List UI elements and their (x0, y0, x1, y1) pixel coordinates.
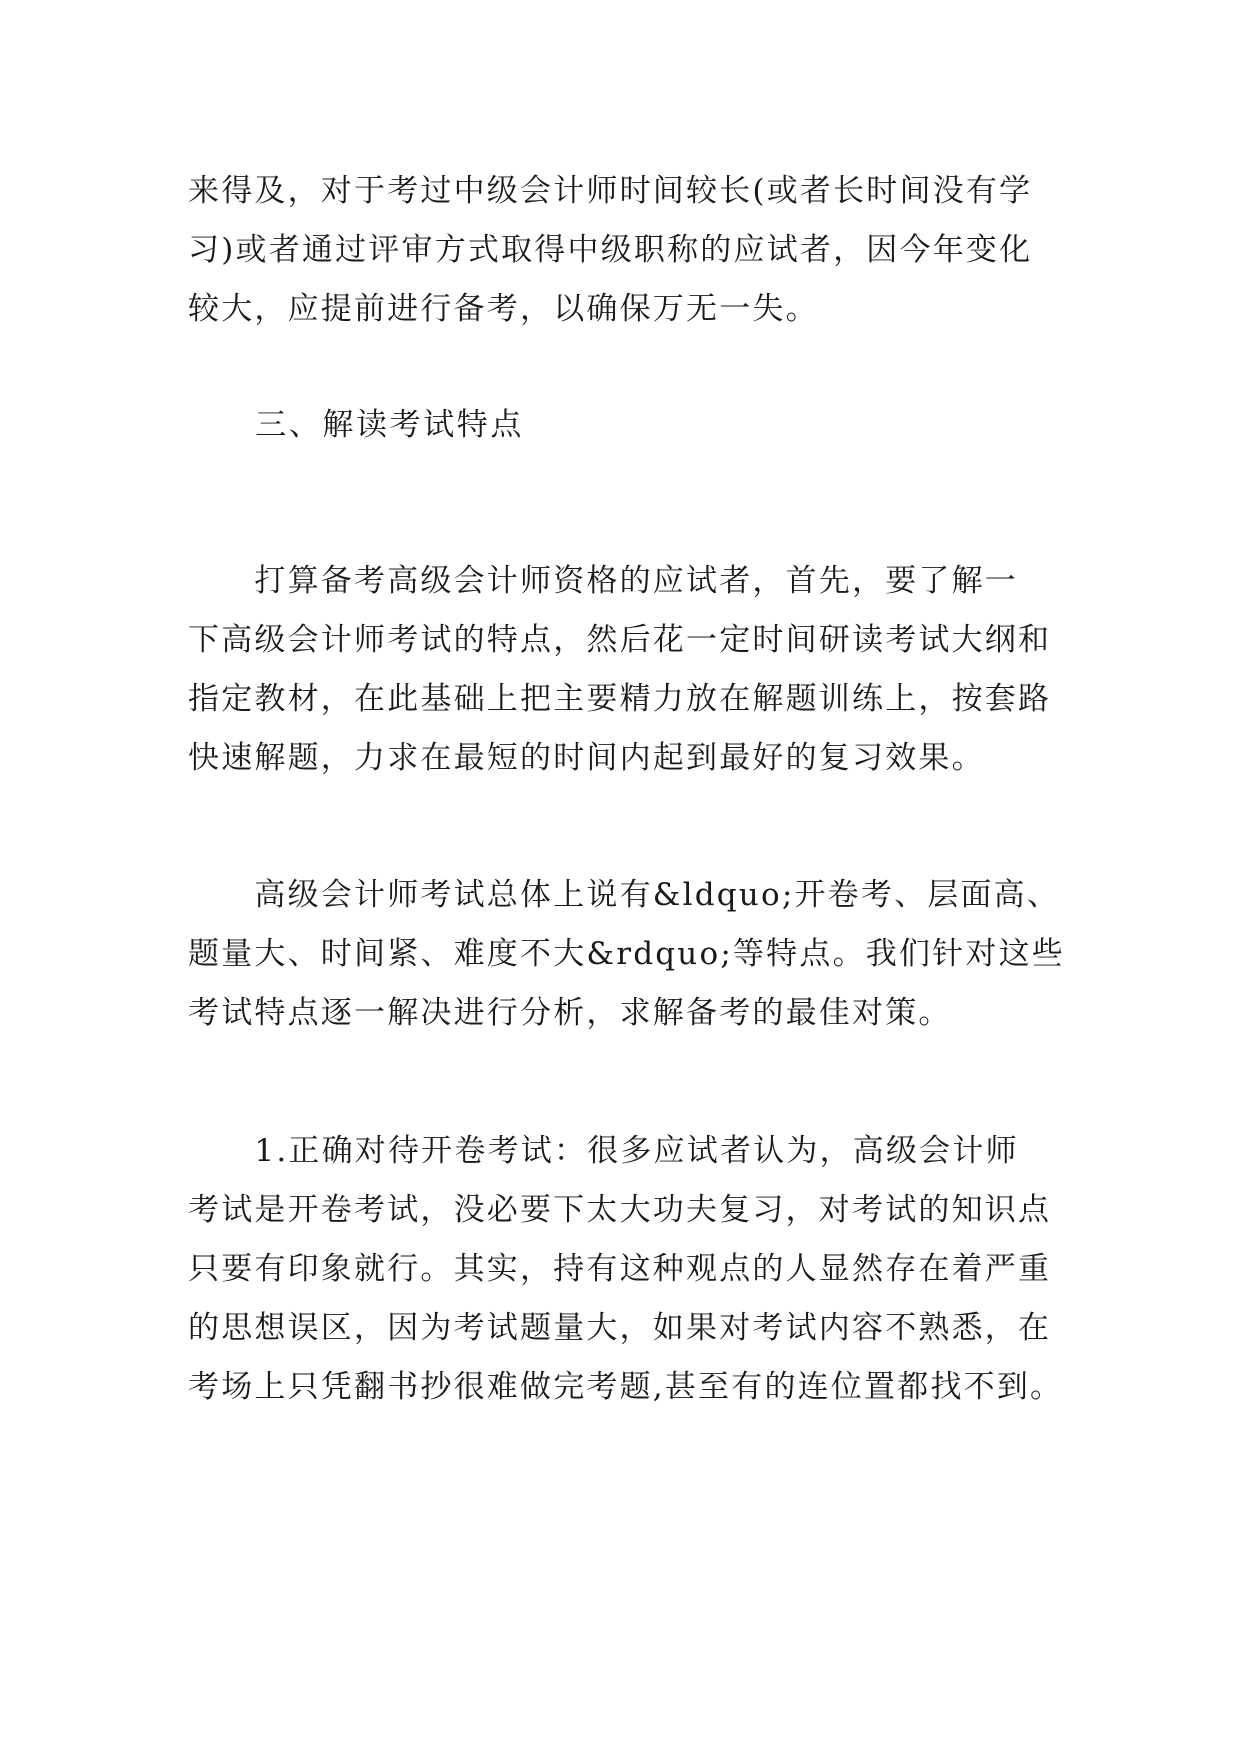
text-line: 的思想误区，因为考试题量大，如果对考试内容不熟悉，在 (188, 1310, 1052, 1346)
text-line: 1.正确对待开卷考试：很多应试者认为，高级会计师 (188, 1133, 1019, 1169)
text-line: 下高级会计师考试的特点，然后花一定时间研读考试大纲和 (188, 622, 1052, 658)
text-line: 考试是开卷考试，没必要下太大功夫复习，对考试的知识点 (188, 1192, 1052, 1228)
text-line: 打算备考高级会计师资格的应试者，首先，要了解一 (188, 563, 1018, 599)
text-line: 考场上只凭翻书抄很难做完考题,甚至有的连位置都找不到。 (188, 1369, 1064, 1405)
paragraph-open-book-exam (188, 1122, 1068, 1417)
text-line: 指定教材，在此基础上把主要精力放在解题训练上，按套路 (188, 681, 1052, 717)
section-heading (188, 396, 1068, 455)
paragraph-exam-preparation (188, 552, 1068, 788)
text-line: 习)或者通过评审方式取得中级职称的应试者，因今年变化 (188, 232, 1033, 268)
text-line: 考试特点逐一解决进行分析，求解备考的最佳对策。 (188, 995, 952, 1031)
heading-text: 三、解读考试特点 (188, 407, 524, 443)
text-line: 较大，应提前进行备考，以确保万无一失。 (188, 291, 819, 327)
text-line: 来得及，对于考过中级会计师时间较长(或者长时间没有学 (188, 173, 1033, 209)
text-line: 只要有印象就行。其实，持有这种观点的人显然存在着严重 (188, 1251, 1052, 1287)
paragraph-exam-features (188, 866, 1068, 1043)
text-line: 快速解题，力求在最短的时间内起到最好的复习效果。 (188, 740, 985, 776)
paragraph-intro-continuation (188, 162, 1068, 339)
text-line: 高级会计师考试总体上说有&ldquo;开卷考、层面高、 (188, 877, 1061, 913)
text-line: 题量大、时间紧、难度不大&rdquo;等特点。我们针对这些 (188, 936, 1065, 972)
